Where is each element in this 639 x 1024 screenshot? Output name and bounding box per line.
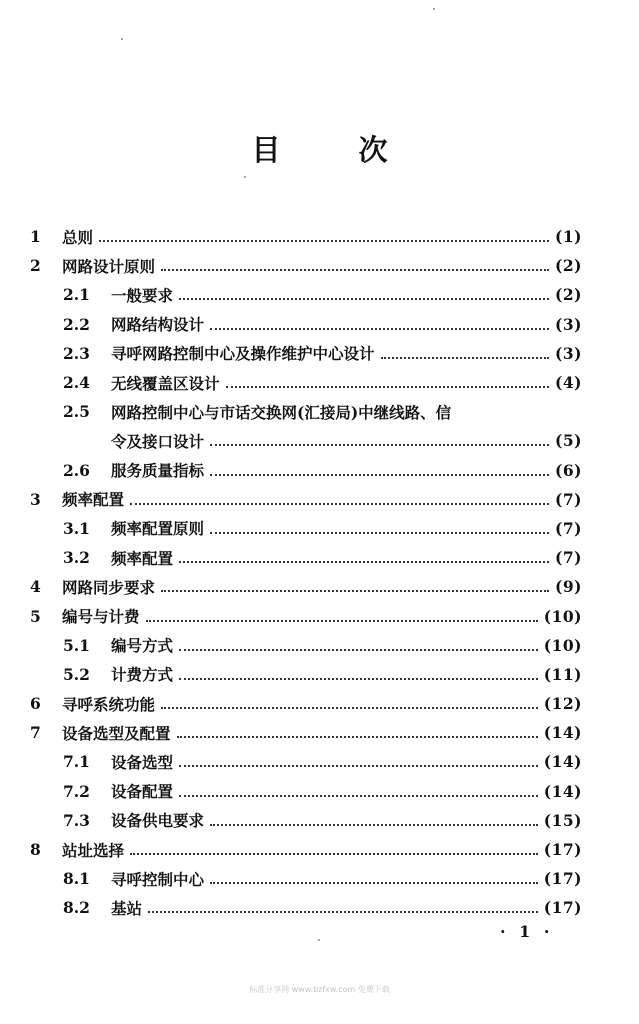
- toc-entry-number: 2.6: [63, 460, 90, 480]
- toc-entry-label: 网路设计原则: [62, 256, 156, 276]
- toc-entry-page: (2): [555, 256, 582, 276]
- toc-entry-label: 站址选择: [62, 840, 125, 860]
- toc-entry-5-2[interactable]: [30, 660, 582, 689]
- page-title: [0, 128, 639, 169]
- toc-entry-1[interactable]: [30, 222, 582, 251]
- dot-leader: [161, 589, 549, 592]
- toc-entry-8-2[interactable]: [30, 893, 582, 922]
- toc-entry-number: 5.1: [63, 635, 90, 655]
- toc-entry-page: (15): [543, 810, 582, 830]
- toc-entry-2-3[interactable]: [30, 339, 582, 368]
- title-char-mu: 目: [251, 133, 281, 167]
- toc-entry-label: 设备选型及配置: [62, 723, 171, 743]
- table-of-contents: [30, 222, 582, 923]
- dot-leader: [179, 794, 538, 797]
- toc-entry-label: 频率配置: [62, 490, 125, 510]
- toc-entry-label: 基站: [111, 898, 143, 918]
- dot-leader: [179, 648, 538, 651]
- dot-leader: [177, 735, 538, 738]
- toc-entry-label: 网路同步要求: [62, 577, 156, 597]
- dot-leader: [179, 764, 538, 767]
- toc-entry-label: 总则: [62, 227, 94, 247]
- dot-leader: [146, 619, 538, 622]
- toc-entry-label: 设备供电要求: [111, 811, 205, 831]
- dot-leader: [210, 327, 549, 330]
- dot-leader: [179, 677, 538, 680]
- toc-entry-page: (10): [543, 606, 582, 626]
- toc-entry-number: 2.1: [63, 285, 90, 305]
- toc-entry-label-continued: 令及接口设计: [111, 431, 205, 451]
- toc-entry-5-1[interactable]: [30, 631, 582, 660]
- toc-entry-4[interactable]: [30, 572, 582, 601]
- toc-entry-page: (5): [555, 431, 582, 451]
- toc-entry-number: 2.4: [63, 373, 90, 393]
- toc-entry-number: 4: [30, 577, 41, 597]
- toc-entry-5[interactable]: [30, 601, 582, 630]
- toc-entry-label: 频率配置原则: [111, 519, 205, 539]
- toc-entry-number: 2.2: [63, 314, 90, 334]
- toc-entry-page: (2): [555, 285, 582, 305]
- toc-entry-label: 寻呼系统功能: [62, 694, 156, 714]
- dot-leader: [226, 385, 550, 388]
- toc-entry-number: 6: [30, 694, 41, 714]
- toc-entry-7-1[interactable]: [30, 747, 582, 776]
- toc-entry-8[interactable]: [30, 835, 582, 864]
- toc-entry-number: 3: [30, 489, 41, 509]
- toc-entry-number: 5: [30, 606, 41, 626]
- toc-entry-page: (3): [555, 314, 582, 334]
- dot-leader: [210, 473, 549, 476]
- dot-leader: [179, 560, 549, 563]
- toc-entry-page: (9): [555, 577, 582, 597]
- toc-entry-7-2[interactable]: [30, 777, 582, 806]
- toc-entry-page: (12): [543, 694, 582, 714]
- toc-entry-page: (6): [555, 460, 582, 480]
- toc-entry-page: (7): [555, 518, 582, 538]
- toc-entry-page: (1): [555, 227, 582, 247]
- toc-entry-page: (17): [543, 898, 582, 918]
- page-number: · 1 ·: [500, 922, 554, 941]
- scan-speck: [121, 38, 123, 40]
- toc-entry-6[interactable]: [30, 689, 582, 718]
- toc-entry-2-5[interactable]: [30, 397, 582, 426]
- title-char-ci: 次: [358, 133, 388, 167]
- dot-leader: [381, 356, 550, 359]
- toc-entry-label: 频率配置: [111, 548, 174, 568]
- toc-entry-label: 寻呼网路控制中心及操作维护中心设计: [111, 344, 375, 364]
- toc-entry-label: 服务质量指标: [111, 461, 205, 481]
- toc-entry-3-1[interactable]: [30, 514, 582, 543]
- toc-entry-7[interactable]: [30, 718, 582, 747]
- toc-entry-number: 8.2: [63, 898, 90, 918]
- toc-entry-number: 8.1: [63, 869, 90, 889]
- dot-leader: [210, 881, 538, 884]
- toc-entry-2-6[interactable]: [30, 456, 582, 485]
- toc-entry-2[interactable]: [30, 251, 582, 280]
- toc-entry-2-5-continued[interactable]: [30, 426, 582, 455]
- dot-leader: [99, 239, 549, 242]
- toc-entry-number: 7: [30, 723, 41, 743]
- toc-entry-label: 一般要求: [111, 285, 174, 305]
- dot-leader: [161, 706, 538, 709]
- toc-entry-label: 编号方式: [111, 636, 174, 656]
- toc-entry-number: 3.2: [63, 548, 90, 568]
- toc-entry-2-1[interactable]: [30, 280, 582, 309]
- dot-leader: [148, 910, 538, 913]
- toc-entry-label: 寻呼控制中心: [111, 869, 205, 889]
- dot-leader: [210, 443, 549, 446]
- dot-leader: [210, 531, 549, 534]
- toc-entry-page: (17): [543, 840, 582, 860]
- toc-entry-2-2[interactable]: [30, 310, 582, 339]
- dot-leader: [161, 268, 549, 271]
- dot-leader: [179, 297, 549, 300]
- toc-entry-page: (7): [555, 548, 582, 568]
- toc-entry-page: (17): [543, 869, 582, 889]
- toc-entry-number: 1: [30, 227, 41, 247]
- toc-entry-8-1[interactable]: [30, 864, 582, 893]
- scan-speck: [433, 8, 435, 10]
- toc-entry-number: 8: [30, 840, 41, 860]
- toc-entry-number: 5.2: [63, 664, 90, 684]
- scan-speck: [318, 939, 320, 941]
- toc-entry-number: 7.1: [63, 752, 90, 772]
- toc-entry-number: 2: [30, 256, 41, 276]
- toc-entry-page: (14): [543, 781, 582, 801]
- toc-entry-page: (4): [555, 373, 582, 393]
- toc-entry-label: 无线覆盖区设计: [111, 373, 220, 393]
- toc-entry-2-4[interactable]: [30, 368, 582, 397]
- dot-leader: [210, 823, 538, 826]
- toc-entry-number: 3.1: [63, 518, 90, 538]
- watermark-text: 标准分享网 www.bzfxw.com 免费下载: [249, 985, 390, 994]
- scan-speck: [244, 176, 246, 178]
- toc-entry-page: (7): [555, 489, 582, 509]
- toc-entry-page: (3): [555, 343, 582, 363]
- toc-entry-number: 7.3: [63, 810, 90, 830]
- toc-entry-number: 7.2: [63, 781, 90, 801]
- toc-entry-page: (11): [543, 664, 582, 684]
- toc-entry-label: 计费方式: [111, 665, 174, 685]
- dot-leader: [130, 502, 549, 505]
- toc-entry-label: 网路结构设计: [111, 315, 205, 335]
- toc-entry-label: 网路控制中心与市话交换网(汇接局)中继线路、信: [111, 402, 452, 422]
- toc-entry-7-3[interactable]: [30, 806, 582, 835]
- toc-entry-label: 设备配置: [111, 782, 174, 802]
- toc-entry-number: 2.3: [63, 343, 90, 363]
- toc-entry-label: 设备选型: [111, 752, 174, 772]
- toc-entry-page: (14): [543, 752, 582, 772]
- toc-entry-3-2[interactable]: [30, 543, 582, 572]
- toc-entry-page: (14): [543, 723, 582, 743]
- toc-entry-label: 编号与计费: [62, 607, 140, 627]
- toc-entry-3[interactable]: [30, 485, 582, 514]
- dot-leader: [130, 852, 538, 855]
- toc-entry-number: 2.5: [63, 402, 90, 422]
- toc-entry-page: (10): [543, 635, 582, 655]
